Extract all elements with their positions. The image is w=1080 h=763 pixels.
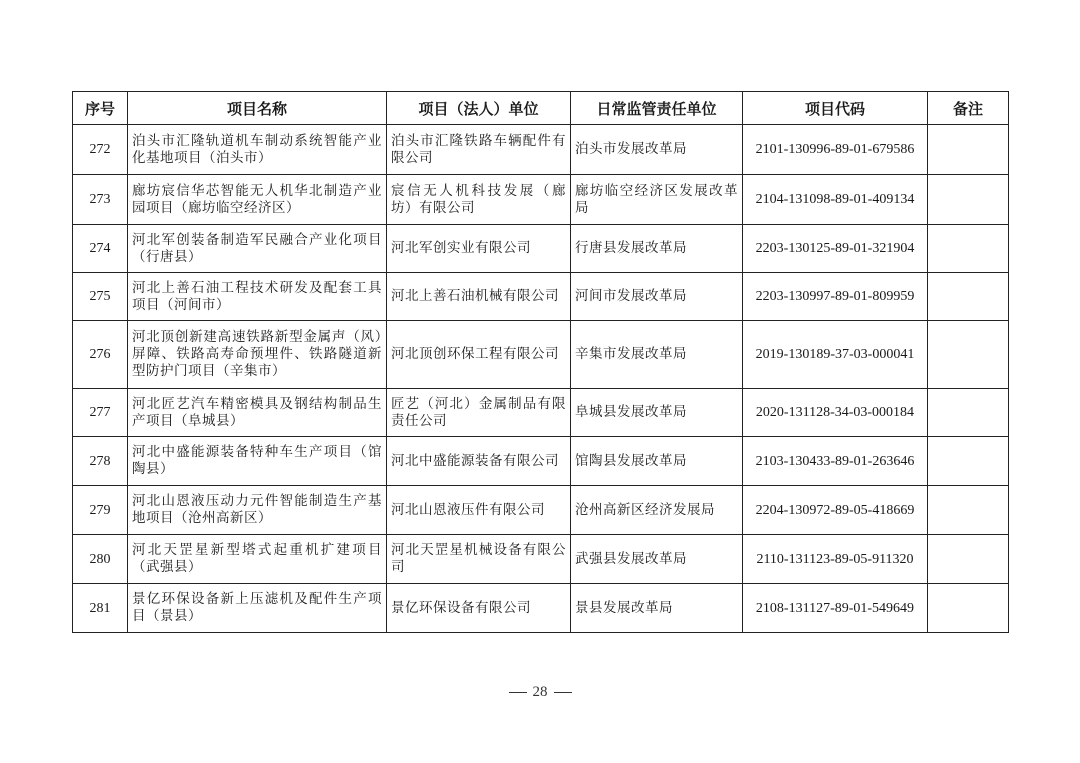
cell-remark [928, 535, 1009, 584]
cell-project-name: 河北上善石油工程技术研发及配套工具项目（河间市） [128, 273, 387, 321]
table-row [73, 437, 1009, 486]
cell-project-name: 河北山恩液压动力元件智能制造生产基地项目（沧州高新区） [128, 486, 387, 535]
cell-project-name: 景亿环保设备新上压滤机及配件生产项目（景县） [128, 584, 387, 633]
cell-remark [928, 437, 1009, 486]
cell-supervising-dept: 辛集市发展改革局 [571, 321, 743, 389]
cell-seq: 278 [73, 437, 128, 486]
cell-legal-unit: 河北顶创环保工程有限公司 [387, 321, 571, 389]
cell-supervising-dept: 廊坊临空经济区发展改革局 [571, 175, 743, 225]
cell-project-code: 2204-130972-89-05-418669 [743, 486, 928, 535]
cell-seq: 280 [73, 535, 128, 584]
cell-project-code: 2019-130189-37-03-000041 [743, 321, 928, 389]
table-row [73, 584, 1009, 633]
cell-legal-unit: 泊头市汇隆铁路车辆配件有限公司 [387, 125, 571, 175]
cell-remark [928, 273, 1009, 321]
cell-project-code: 2101-130996-89-01-679586 [743, 125, 928, 175]
cell-supervising-dept: 景县发展改革局 [571, 584, 743, 633]
cell-legal-unit: 河北天罡星机械设备有限公司 [387, 535, 571, 584]
header-row [73, 92, 1009, 125]
footer-dash-left [509, 692, 527, 693]
table-row [73, 321, 1009, 389]
cell-legal-unit: 宸信无人机科技发展（廊坊）有限公司 [387, 175, 571, 225]
table-row [73, 125, 1009, 175]
cell-project-name: 河北天罡星新型塔式起重机扩建项目（武强县） [128, 535, 387, 584]
cell-supervising-dept: 武强县发展改革局 [571, 535, 743, 584]
footer-dash-right [554, 692, 572, 693]
cell-legal-unit: 河北上善石油机械有限公司 [387, 273, 571, 321]
cell-seq: 281 [73, 584, 128, 633]
header-seq: 序号 [73, 92, 128, 125]
cell-supervising-dept: 河间市发展改革局 [571, 273, 743, 321]
cell-project-code: 2104-131098-89-01-409134 [743, 175, 928, 225]
cell-project-code: 2108-131127-89-01-549649 [743, 584, 928, 633]
cell-legal-unit: 河北山恩液压件有限公司 [387, 486, 571, 535]
cell-seq: 279 [73, 486, 128, 535]
cell-remark [928, 125, 1009, 175]
cell-seq: 274 [73, 225, 128, 273]
table-row [73, 389, 1009, 437]
table-row [73, 175, 1009, 225]
cell-seq: 272 [73, 125, 128, 175]
project-table [72, 91, 1009, 633]
cell-supervising-dept: 馆陶县发展改革局 [571, 437, 743, 486]
header-supervising-dept: 日常监管责任单位 [571, 92, 743, 125]
cell-legal-unit: 景亿环保设备有限公司 [387, 584, 571, 633]
table-body [73, 125, 1009, 633]
header-legal-unit: 项目（法人）单位 [387, 92, 571, 125]
cell-supervising-dept: 泊头市发展改革局 [571, 125, 743, 175]
cell-project-name: 河北中盛能源装备特种车生产项目（馆陶县） [128, 437, 387, 486]
cell-seq: 276 [73, 321, 128, 389]
cell-supervising-dept: 沧州高新区经济发展局 [571, 486, 743, 535]
cell-legal-unit: 河北军创实业有限公司 [387, 225, 571, 273]
cell-seq: 275 [73, 273, 128, 321]
cell-remark [928, 389, 1009, 437]
cell-supervising-dept: 阜城县发展改革局 [571, 389, 743, 437]
header-project-name: 项目名称 [128, 92, 387, 125]
cell-project-code: 2203-130125-89-01-321904 [743, 225, 928, 273]
cell-remark [928, 225, 1009, 273]
cell-remark [928, 175, 1009, 225]
cell-project-code: 2203-130997-89-01-809959 [743, 273, 928, 321]
cell-remark [928, 486, 1009, 535]
table-row [73, 225, 1009, 273]
cell-project-code: 2110-131123-89-05-911320 [743, 535, 928, 584]
cell-legal-unit: 河北中盛能源装备有限公司 [387, 437, 571, 486]
header-remark: 备注 [928, 92, 1009, 125]
table-row [73, 535, 1009, 584]
table-row [73, 486, 1009, 535]
cell-project-code: 2103-130433-89-01-263646 [743, 437, 928, 486]
page-number: 28 [532, 684, 548, 700]
cell-project-name: 廊坊宸信华芯智能无人机华北制造产业园项目（廊坊临空经济区） [128, 175, 387, 225]
cell-remark [928, 584, 1009, 633]
cell-supervising-dept: 行唐县发展改革局 [571, 225, 743, 273]
cell-project-code: 2020-131128-34-03-000184 [743, 389, 928, 437]
cell-project-name: 河北顶创新建高速铁路新型金属声（风）屏障、铁路高寿命预埋件、铁路隧道新型防护门项目（辛集市） [128, 321, 387, 389]
header-project-code: 项目代码 [743, 92, 928, 125]
cell-legal-unit: 匠艺（河北）金属制品有限责任公司 [387, 389, 571, 437]
cell-remark [928, 321, 1009, 389]
page-footer [0, 684, 1080, 701]
table-header [73, 92, 1009, 125]
cell-project-name: 河北军创装备制造军民融合产业化项目（行唐县） [128, 225, 387, 273]
cell-project-name: 河北匠艺汽车精密模具及钢结构制品生产项目（阜城县） [128, 389, 387, 437]
cell-seq: 277 [73, 389, 128, 437]
cell-seq: 273 [73, 175, 128, 225]
cell-project-name: 泊头市汇隆轨道机车制动系统智能产业化基地项目（泊头市） [128, 125, 387, 175]
table-row [73, 273, 1009, 321]
